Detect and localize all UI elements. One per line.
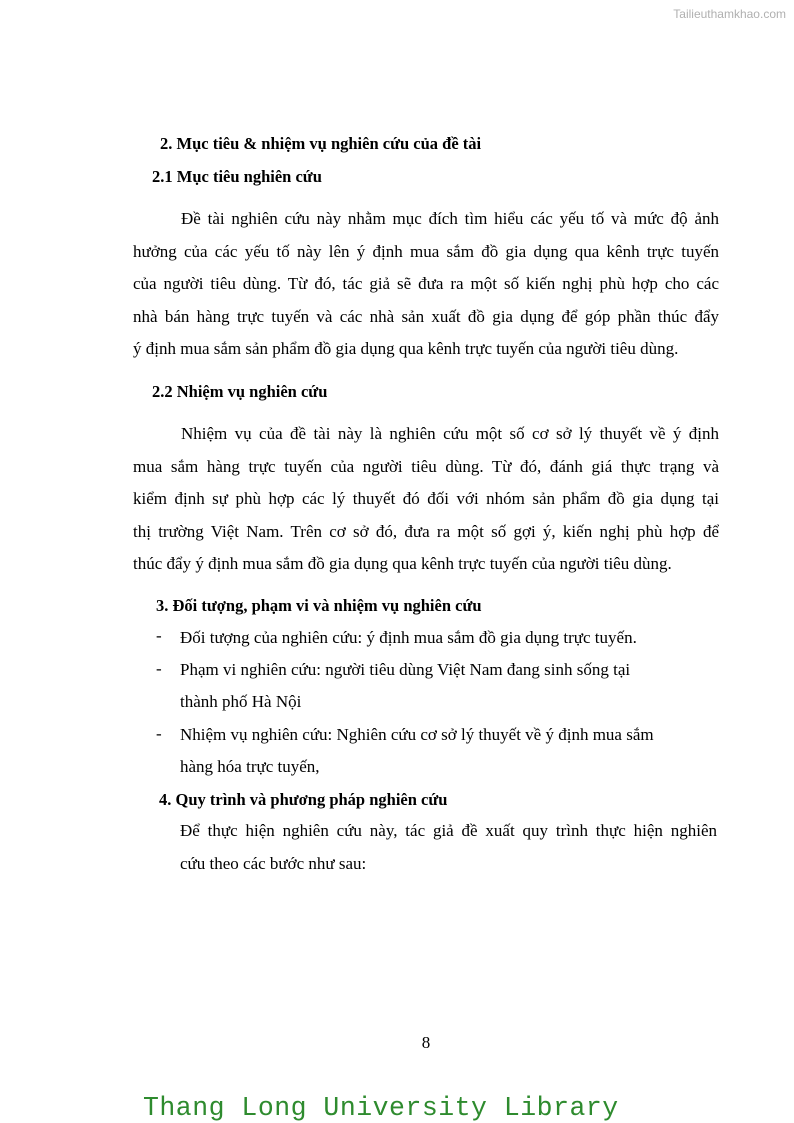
- paragraph-line: Đề tài nghiên cứu này nhằm mục đích tìm hiểu các yếu tố và mức độ ảnh: [181, 209, 719, 228]
- bullet-item-task: Nhiệm vụ nghiên cứu: Nghiên cứu cơ sở lý thuyết về ý định mua sắm: [180, 725, 654, 744]
- paragraph-line: hưởng của các yếu tố này lên ý định mua sắm đồ gia dụng qua kênh trực tuyến: [133, 241, 719, 261]
- paragraph-line: kiểm định sự phù hợp các lý thuyết đó đối với nhóm sản phẩm đồ gia dụng tại: [133, 489, 719, 508]
- library-footer: Thang Long University Library: [143, 1093, 619, 1123]
- paragraph-line: nhà bán hàng trực tuyến và các nhà sản xuất đồ gia dụng để góp phần thúc đẩy: [133, 306, 719, 326]
- bullet-dash: -: [156, 724, 162, 743]
- section-4-paragraph: [180, 815, 717, 880]
- paragraph-line: cứu theo các bước như sau:: [180, 853, 367, 873]
- section-2-1-heading: 2.1 Mục tiêu nghiên cứu: [152, 167, 322, 186]
- section-4-heading: 4. Quy trình và phương pháp nghiên cứu: [159, 790, 448, 809]
- page-number: 8: [421, 1033, 431, 1052]
- paragraph-line: của người tiêu dùng. Từ đó, tác giả sẽ đưa ra một số kiến nghị phù hợp cho các: [133, 274, 719, 293]
- paragraph-line: ý định mua sắm sản phẩm đồ gia dụng qua kênh trực tuyến của người tiêu dùng.: [133, 339, 679, 358]
- paragraph-line: thúc đẩy ý định mua sắm đồ gia dụng qua kênh trực tuyến của người tiêu dùng.: [133, 554, 672, 573]
- bullet-dash: -: [156, 626, 162, 645]
- paragraph-line: mua sắm hàng trực tuyến của người tiêu dùng. Từ đó, đánh giá thực trạng và: [133, 456, 719, 476]
- section-2-2-paragraph: [133, 418, 719, 581]
- bullet-item-object: Đối tượng của nghiên cứu: ý định mua sắm đồ gia dụng trực tuyến.: [180, 628, 637, 647]
- watermark: Tailieuthamkhao.com: [673, 7, 786, 21]
- paragraph-line: thị trường Việt Nam. Trên cơ sở đó, đưa ra một số gợi ý, kiến nghị phù hợp để: [133, 521, 719, 541]
- section-2-heading: 2. Mục tiêu & nhiệm vụ nghiên cứu của đề tài: [160, 134, 482, 153]
- bullet-dash: -: [156, 659, 162, 678]
- section-2-1-paragraph: [133, 203, 719, 366]
- section-2-2-heading: 2.2 Nhiệm vụ nghiên cứu: [152, 382, 328, 401]
- paragraph-line: Để thực hiện nghiên cứu này, tác giả đề xuất quy trình thực hiện nghiên: [180, 821, 717, 840]
- bullet-item-scope-cont: thành phố Hà Nội: [180, 692, 302, 711]
- bullet-item-task-cont: hàng hóa trực tuyến,: [180, 757, 320, 776]
- paragraph-line: Nhiệm vụ của đề tài này là nghiên cứu một số cơ sở lý thuyết về ý định: [181, 424, 719, 443]
- section-3-heading: 3. Đối tượng, phạm vi và nhiệm vụ nghiên cứu: [156, 596, 482, 615]
- bullet-item-scope: Phạm vi nghiên cứu: người tiêu dùng Việt Nam đang sinh sống tại: [180, 660, 631, 679]
